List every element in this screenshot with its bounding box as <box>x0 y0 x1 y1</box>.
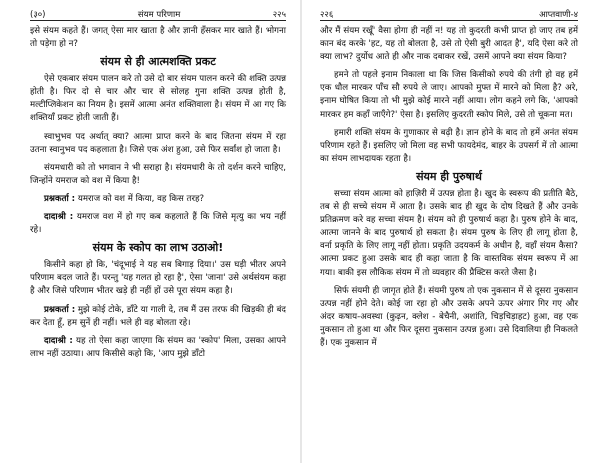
answer-1-text: यमराज वश में हो गए कब कहलाते हैं कि जिसे मृत्यु का भय नहीं रहे। <box>30 212 286 236</box>
left-paragraph-1: इसे संयम कहते हैं। जगत् ऐसा मार खाता है और ज्ञानी हँसकर मार खाते हैं। भोगना तो पड़ेगा हो न? <box>30 26 286 50</box>
right-paragraph-3: हमारी शक्ति संयम के गुणाकार से बढ़ी है। ज्ञान होने के बाद तो हमें अनंत संयम परिणाम रहते हैं। इसलिए जो मिला वह सभी फायदेमंद, बाहर के उपसर्ग में तो आत्मा का संयम लाभदायक रहता है। <box>320 127 578 164</box>
answer-2 <box>30 335 286 361</box>
question-1 <box>30 193 286 206</box>
question-2 <box>30 304 286 330</box>
right-page <box>304 0 600 463</box>
question-1-text: यमराज को वश में किया, वह किस तरह? <box>77 193 205 204</box>
right-running-title: आप्तवाणी-४ <box>539 10 578 20</box>
answer-1 <box>30 211 286 237</box>
left-page-header <box>30 0 286 21</box>
answer-1-speaker: दादाश्री : <box>44 212 74 223</box>
right-paragraph-4: सच्चा संयम आत्मा को हाज़िरी में उत्पन्न होता है। खुद के स्वरूप की प्रतीति बैठे, तब से ही सच्चे संयम में आता है। उसके बाद ही खुद के दोष दिखते हैं और उनके प्रतिक्रमण करे वह सच्चा संयम है। संयम को ही पुरुषार्थ कहा है। पुरुष होने के बाद, आत्मा जानने के बाद पुरुषार्थ हो सकता है। संयम पुरुष के लिए ही लागू होता है, वर्ना प्रकृति के लिए लागू नहीं होता। प्रकृति उदयकर्म के अधीन है, वहाँ संयम कैसा? आत्मा प्रकट हुआ उसके बाद ही कहा जाता है कि वास्तविक संयम स्वरूप में आ गया। बाकी इस लौकिक संयम में तो व्यवहार की प्रैक्टिस करते जैसा है। <box>320 188 578 278</box>
left-chapter-number: (३०) <box>30 10 46 20</box>
left-paragraph-2: ऐसे एकबार संयम पालन करे तो उसे दो बार संयम पालन करने की शक्ति उत्पन्न होती है। फिर दो से चार और चार से सोलह गुना शक्ति उत्पन्न होती है, मल्टीप्लिकेशन का नियम है। इसमें आत्मा अनंत शक्तिवाला है। संयम में आ गए कि शक्तियाँ प्रकट होती जाती हैं। <box>30 74 286 124</box>
right-paragraph-5: सिर्फ संयमी ही जागृत होते हैं। संयमी पुरुष तो एक नुकसान में से दूसरा नुकसान उत्पन्न नहीं होने देते। कोई जा रहा हो और उसके अपने ऊपर अंगार गिर गए और अंदर कषाय-अवस्था (कुढ़न, क्लेश - बेचैनी, अशांति, चिड़चिड़ाहट) हुआ, वह एक नुकसान तो हुआ था और फिर दूसरा नुकसान उत्पन्न हुआ। उसे दिवालिया ही निकलते हैं। एक नुकसान में <box>320 285 578 348</box>
question-2-speaker: प्रश्नकर्ता : <box>44 304 76 315</box>
question-1-speaker: प्रश्नकर्ता : <box>44 193 76 204</box>
right-heading-1: संयम ही पुरुषार्थ <box>416 169 482 183</box>
left-running-title: संयम परिणाम <box>137 10 181 20</box>
left-heading-2: संयम के स्कोप का लाभ उठाओ! <box>92 241 224 255</box>
left-paragraph-3: स्वाभुभव पद अर्थात् क्या? आत्मा प्राप्त करने के बाद जितना संयम में रहा उतना स्वानुभव पद कहलाता है। जिसे एक अंश हुआ, उसे फिर सर्वांश हो जाता है। <box>30 131 286 155</box>
answer-2-speaker: दादाश्री : <box>44 335 73 346</box>
right-paragraph-2: हमने तो पहले इनाम निकाला था कि जिस किसीको रुपये की तंगी हो वह हमें एक धौल मारकर पाँच सौ रुपये ले जाए। आपको मुफ्त में मारने को मिला है? अरे, इनाम घोषित किया तो भी मुझे कोई मारने नहीं आया। लोग कहने लगे कि, 'आपको मारकर हम कहाँ जाएँगे?' ऐसा है। इसलिए कुदरती स्कोप मिले, उसे तो चूकना मत। <box>320 70 578 120</box>
left-paragraph-5: किसीने कहा हो कि, 'चंदूभाई ने यह सब बिगाड़ दिया।' उस घड़ी भीतर अपने परिणाम बदल जाते हैं। परन्तु 'यह गलत हो रहा है', ऐसा 'जाना' उसे अर्थसंयम कहा है और जिसे परिणाम भीतर खड़े ही नहीं हों उसे पूरा संयम कहा है। <box>30 260 286 297</box>
book-gutter <box>300 0 302 463</box>
question-2-text: मुझे कोई टोके, डाँटे या गाली दे, तब मैं उस तरफ की खिड़की ही बंद कर देता हूँ, हम सुनें ही नहीं। भले ही वह बोलता रहे। <box>30 304 286 328</box>
answer-2-text: यह तो ऐसा कहा जाएगा कि संयम का 'स्कोप' मिला, उसका आपने लाभ नहीं उठाया। आप किसीसे कहो कि, 'आप मुझे डाँटो <box>30 335 286 359</box>
left-paragraph-4: संयमधारी को तो भगवान ने भी सराहा है। संयमधारी के तो दर्शन करने चाहिए, जिन्होंने यमराज को वश में किया है! <box>30 162 286 186</box>
right-page-header <box>320 0 578 21</box>
left-heading-1: संयम से ही आत्मशक्ति प्रकट <box>100 55 216 69</box>
right-paragraph-1: और मैं संयम रखूँ' वैसा होगा ही नहीं न! यह तो कुदरती कभी प्राप्त हो जाए तब हमें कान बंद करके 'हट, यह तो बोलता है, उसे तो ऐसी बुरी आदत है', यदि ऐसा करे तो क्या लाभ? दुर्योध आते ही और नाक दबाकर रखें, उसमें आपने क्या संयम किया? <box>320 26 578 63</box>
right-page-number: २२६ <box>320 10 334 20</box>
left-page-number: २२५ <box>272 10 286 20</box>
